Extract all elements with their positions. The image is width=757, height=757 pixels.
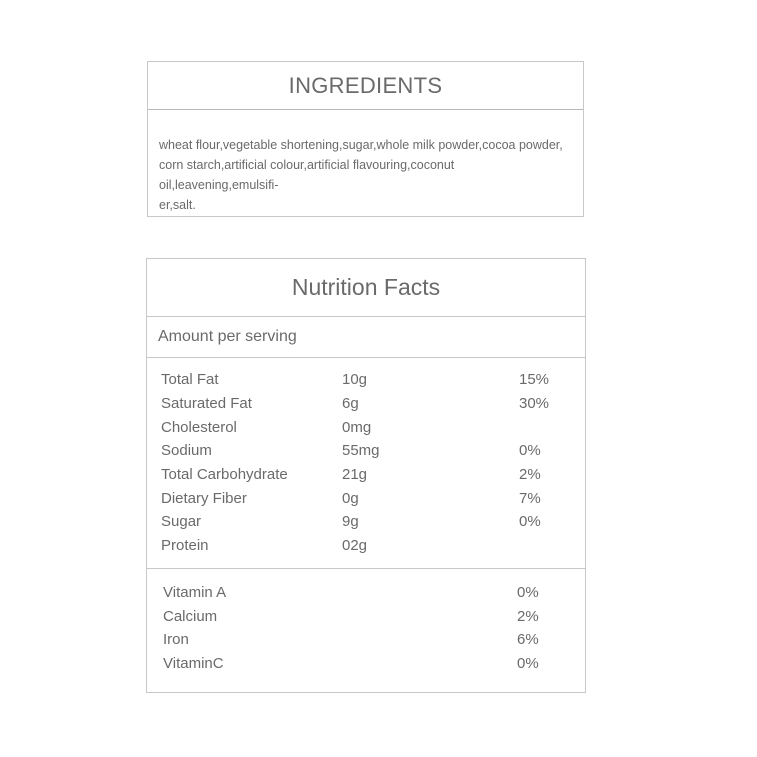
nutrient-name: Saturated Fat	[161, 395, 252, 412]
nutrient-row	[147, 466, 585, 490]
nutrient-row	[147, 537, 585, 561]
nutrient-amount: 02g	[342, 537, 368, 554]
nutrient-amount: 10g	[342, 371, 368, 388]
nutrient-name: Total Fat	[161, 371, 219, 388]
vitamin-daily-value: 0%	[517, 655, 539, 672]
nutrient-name: Sodium	[161, 442, 212, 459]
ingredients-line: er,salt.	[159, 198, 196, 212]
nutrient-daily-value: 30%	[519, 395, 550, 412]
vitamin-name: Calcium	[163, 608, 218, 625]
nutrient-amount: 55mg	[342, 442, 380, 459]
vitamin-daily-value: 2%	[517, 608, 539, 625]
nutrient-row	[147, 490, 585, 514]
nutrition-title: Nutrition Facts	[147, 259, 585, 317]
vitamin-row	[147, 608, 585, 632]
nutrient-amount: 21g	[342, 466, 368, 483]
nutrient-row	[147, 442, 585, 466]
vitamin-row	[147, 631, 585, 655]
nutrient-name: Dietary Fiber	[161, 490, 247, 507]
nutrient-name: Sugar	[161, 513, 202, 530]
nutrient-daily-value: 0%	[519, 442, 541, 459]
ingredients-panel	[147, 61, 584, 217]
ingredients-title: INGREDIENTS	[148, 62, 583, 110]
ingredients-text	[148, 110, 583, 215]
nutrient-daily-value: 0%	[519, 513, 541, 530]
vitamin-daily-value: 0%	[517, 584, 539, 601]
nutrient-row	[147, 395, 585, 419]
nutrient-name: Protein	[161, 537, 209, 554]
section-divider	[147, 568, 585, 569]
nutrient-daily-value: 7%	[519, 490, 541, 507]
amount-per-serving-label: Amount per serving	[147, 317, 585, 358]
vitamin-daily-value: 6%	[517, 631, 539, 648]
nutrition-facts-panel	[146, 258, 586, 693]
nutrient-amount: 6g	[342, 395, 359, 412]
nutrient-amount: 0mg	[342, 419, 372, 436]
nutrient-name: Cholesterol	[161, 419, 237, 436]
vitamin-name: VitaminC	[163, 655, 224, 672]
nutrient-row	[147, 513, 585, 537]
vitamin-row	[147, 655, 585, 679]
nutrient-row	[147, 419, 585, 443]
nutrient-daily-value: 15%	[519, 371, 550, 388]
vitamin-name: Iron	[163, 631, 189, 648]
nutrient-amount: 0g	[342, 490, 359, 507]
nutrient-row	[147, 371, 585, 395]
ingredients-line: wheat flour,vegetable shortening,sugar,whole milk powder,cocoa powder,	[159, 138, 563, 152]
vitamin-name: Vitamin A	[163, 584, 227, 601]
nutrient-name: Total Carbohydrate	[161, 466, 288, 483]
ingredients-line: corn starch,artificial colour,artificial flavouring,coconut oil,leavening,emulsifi-	[159, 158, 455, 192]
nutrient-daily-value: 2%	[519, 466, 541, 483]
vitamin-row	[147, 584, 585, 608]
nutrient-amount: 9g	[342, 513, 359, 530]
